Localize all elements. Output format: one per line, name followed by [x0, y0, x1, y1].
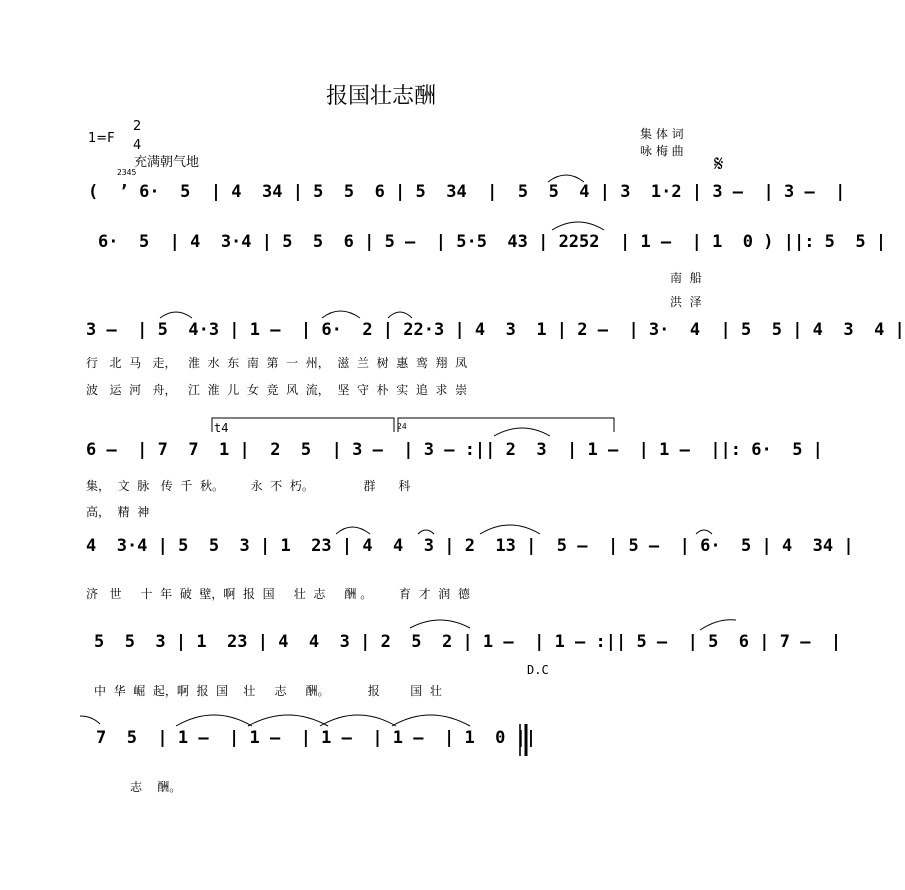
- lyric-row-6: 中 华 崛 起，啊 报 国 壮 志 酬。 报 国 壮: [94, 684, 442, 698]
- slur: [320, 715, 396, 726]
- slur: [418, 530, 434, 534]
- lyric-row-7: 志 酬。: [130, 780, 182, 794]
- slur: [160, 312, 192, 318]
- volta-bracket-2: [398, 418, 614, 432]
- slur: [696, 530, 712, 534]
- slur: [322, 311, 360, 318]
- slur: [248, 715, 328, 726]
- notation-row-4: 6 – | 7 7 1 | 2 5 | 3 – | 3 – :|| 2 3 | 1 – | 1 – ||: 6· 5 |: [86, 440, 823, 460]
- notation-row-7: 7 5 | 1 – | 1 – | 1 – | 1 – | 1 0 ||: [96, 728, 537, 748]
- slur: [80, 716, 100, 724]
- time-signature-top: 2: [133, 119, 142, 134]
- lyric-row-2a: 南 船: [670, 271, 702, 285]
- dc-marking: D.C: [527, 663, 549, 677]
- slur: [336, 527, 370, 534]
- lyric-row-3a: 行 北 马 走， 淮 水 东 南 第 一 州， 滋 兰 树 惠 鸾 翔 凤: [86, 356, 468, 370]
- tempo-marking: 充满朝气地: [134, 155, 200, 170]
- slur: [410, 620, 470, 628]
- lyric-row-2b: 洪 泽: [670, 295, 702, 309]
- slur: [176, 715, 252, 726]
- slur: [700, 620, 736, 630]
- notation-row-3: 3 – | 5 4·3 | 1 – | 6· 2 | 22·3 | 4 3 1 | 2 – | 3· 4 | 5 5 | 4 3 4 |: [86, 320, 905, 340]
- slur: [388, 312, 412, 318]
- volta-first-label: t4: [214, 421, 229, 435]
- slur: [548, 175, 584, 182]
- volta-bracket-1: [212, 418, 394, 435]
- time-signature-bottom: 4: [133, 138, 142, 153]
- slur: [392, 715, 470, 726]
- lyricist-credit: 集 体 词: [640, 127, 684, 141]
- composer-credit: 咏 梅 曲: [640, 144, 684, 158]
- key-signature: 1=F: [88, 131, 115, 146]
- song-title: 报国壮志酬: [326, 84, 437, 109]
- segno-sign: 𝄋: [714, 152, 724, 177]
- notation-row-1: ( ’ 6· 5 | 4 34 | 5 5 6 | 5 34 | 5 5 4 | 3 1·2 | 3 – | 3 – |: [88, 182, 846, 202]
- notation-row-5: 4 3·4 | 5 5 3 | 1 23 | 4 4 3 | 2 13 | 5 – | 5 – | 6· 5 | 4 34 |: [86, 536, 854, 556]
- slur: [494, 428, 550, 436]
- grace-notes: 2345: [117, 168, 137, 177]
- notation-row-2: 6· 5 | 4 3·4 | 5 5 6 | 5 – | 5·5 43 | 2252 | 1 – | 1 0 ) ||: 5 5 |: [98, 232, 887, 252]
- lyric-row-3b: 波 运 河 舟， 江 淮 儿 女 竞 风 流， 坚 守 朴 实 追 求 崇: [86, 383, 468, 397]
- lyric-row-4b: 高， 精 神: [86, 505, 150, 519]
- lyric-row-5: 济 世 十 年 破 壁，啊 报 国 壮 志 酬 。 育 才 润 德: [86, 587, 470, 601]
- slur: [480, 525, 540, 534]
- slur: [552, 222, 604, 230]
- volta-second-label: 24: [397, 422, 407, 431]
- notation-row-6: 5 5 3 | 1 23 | 4 4 3 | 2 5 2 | 1 – | 1 – :|| 5 – | 5 6 | 7 – |: [94, 632, 842, 652]
- lyric-row-4a: 集， 文 脉 传 千 秋。 永 不 朽。 群 科: [86, 479, 411, 493]
